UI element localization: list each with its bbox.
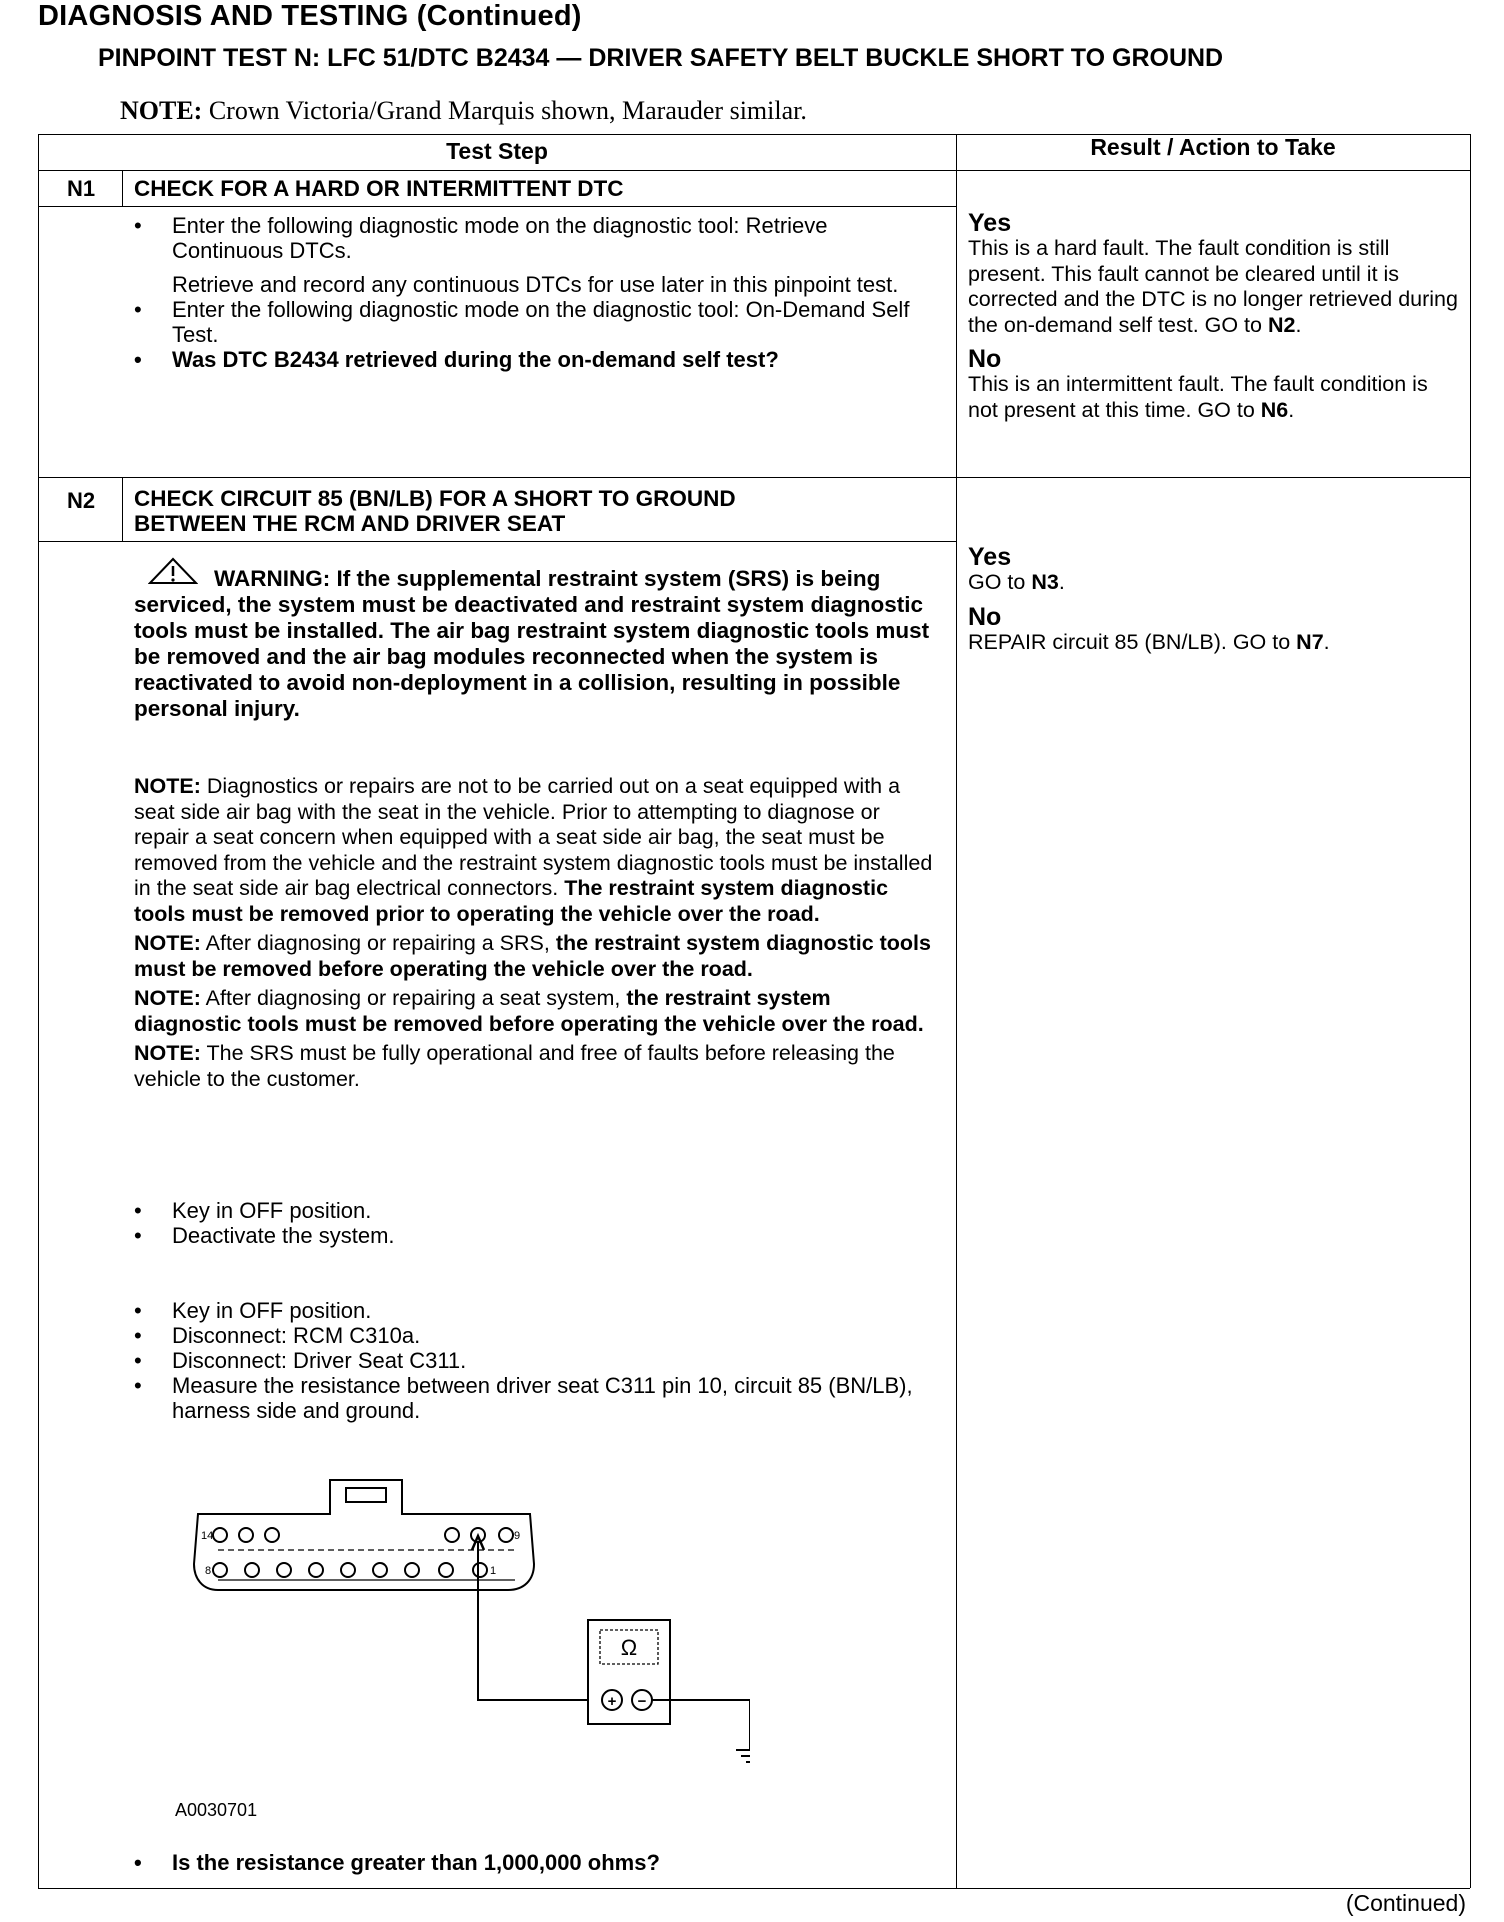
figure-id: A0030701	[175, 1800, 258, 1820]
n1-yes-label: Yes	[968, 209, 1012, 237]
note-text: The SRS must be fully operational and free of faults before releasing the vehicle to the customer.	[134, 1041, 895, 1091]
n2-yes-desc: GO to	[968, 570, 1032, 594]
n2-question: Is the resistance greater than 1,000,000 ohms?	[172, 1850, 660, 1875]
n2-note-3	[134, 986, 934, 1037]
connector-pin	[265, 1528, 279, 1542]
note-label: NOTE:	[134, 986, 201, 1010]
n1-no-desc: This is an intermittent fault. The fault condition is not present at this time. GO to	[968, 372, 1428, 422]
connector-pin	[439, 1563, 453, 1577]
connector-pin	[213, 1528, 227, 1542]
n1-yes-text: This is a hard fault. The fault condition is still present. This fault cannot be cleared until it is corrected and the DTC is no longer retrieved during the on-demand self test. GO to N2.	[968, 236, 1458, 337]
n2-notes	[134, 774, 934, 1092]
n2-yes-goto: N3	[1031, 570, 1059, 594]
minus-symbol: −	[637, 1693, 647, 1710]
n2-results	[968, 544, 1462, 655]
n2-steps-a	[134, 1198, 924, 1248]
table-right-border	[1470, 134, 1471, 1888]
n2-bullet-d: Disconnect: RCM C310a.	[172, 1323, 421, 1348]
note-text: Diagnostics or repairs are not to be carried out on a seat equipped with a seat side air bag with the seat in the vehicle. Prior to attempting to diagnose or repair a seat concern when equipped with a seat side air bag, the seat must be removed from the vehicle and the restraint system diagnostic tools must be installed in the seat side air bag electrical connectors.	[134, 774, 933, 900]
n2-bullet-c: Key in OFF position.	[172, 1298, 372, 1323]
list-item: • Disconnect: RCM C310a.	[134, 1323, 421, 1348]
step-id-n1: N1	[66, 176, 96, 201]
vehicle-note-label: NOTE:	[120, 96, 203, 125]
connector-pin	[213, 1563, 227, 1577]
n1-question: Was DTC B2434 retrieved during the on-demand self test?	[172, 347, 779, 372]
n2-bullet-e: Disconnect: Driver Seat C311.	[172, 1348, 467, 1373]
note-label: NOTE:	[134, 1041, 201, 1065]
n2-bullet-b: Deactivate the system.	[172, 1223, 395, 1248]
list-item: • Enter the following diagnostic mode on the diagnostic tool: On-Demand Self Test.	[134, 297, 910, 347]
connector-pin	[277, 1563, 291, 1577]
note-bold-text: The restraint system diagnostic tools must be removed prior to operating the vehicle over the road.	[134, 876, 889, 926]
step-title-n2: CHECK CIRCUIT 85 (BN/LB) FOR A SHORT TO GROUND BETWEEN THE RCM AND DRIVER SEAT	[134, 486, 736, 536]
connector-pin	[239, 1528, 253, 1542]
list-item: • Was DTC B2434 retrieved during the on-demand self test?	[134, 347, 779, 372]
vehicle-note	[120, 96, 807, 126]
connector-pin	[445, 1528, 459, 1542]
pin-label: 14	[201, 1530, 214, 1542]
pin-label: 8	[205, 1565, 212, 1577]
n2-bullet-a: Key in OFF position.	[172, 1198, 372, 1223]
n1-bullet-2: Enter the following diagnostic mode on the diagnostic tool: On-Demand Self Test.	[172, 297, 910, 347]
n1-no-text: This is an intermittent fault. The fault condition is not present at this time. GO to N6.	[968, 372, 1428, 422]
n2-no-label: No	[968, 602, 1002, 631]
n2-yes-text: GO to N3.	[968, 570, 1065, 594]
col-header-result: Result / Action to Take	[1090, 134, 1336, 160]
note-bold-text: the restraint system diagnostic tools must be removed before operating the vehicle over the road.	[134, 931, 931, 981]
list-item: • Key in OFF position.	[134, 1298, 372, 1323]
connector-pin	[499, 1528, 513, 1542]
n2-steps-b	[134, 1298, 924, 1423]
n1-no-goto: N6	[1260, 397, 1289, 422]
n2-question-wrap	[134, 1850, 924, 1875]
connector-pin	[405, 1563, 419, 1577]
ohm-symbol: Ω	[620, 1635, 638, 1660]
col-header-test-step: Test Step	[446, 138, 548, 164]
n2-note-2	[134, 931, 934, 982]
note-text: After diagnosing or repairing a seat system,	[200, 986, 627, 1010]
n2-warning: WARNING: If the supplemental restraint system (SRS) is being serviced, the system must be deactivated and restraint system diagnostic tools must be installed. The air bag restraint system diagnostic tools must be removed and the air bag modules reconnected when the system is reactivated to avoid non-deployment in a collision, resulting in possible personal injury.	[134, 566, 930, 721]
step-id-n2: N2	[66, 488, 96, 513]
n2-note-4	[134, 1041, 934, 1092]
note-label: NOTE:	[134, 931, 201, 955]
table-bottom-border	[38, 1888, 1470, 1889]
note-text: After diagnosing or repairing a SRS,	[200, 931, 556, 955]
vehicle-note-text: Crown Victoria/Grand Marquis shown, Marauder similar.	[202, 96, 807, 125]
n1-title-border	[38, 206, 956, 207]
pin-label: 1	[490, 1565, 497, 1577]
connector-pin	[373, 1563, 387, 1577]
pin-label: 9	[514, 1530, 521, 1542]
n1-bullet-1: Enter the following diagnostic mode on the diagnostic tool: Retrieve Continuous DTCs.	[172, 213, 828, 263]
list-item: • Disconnect: Driver Seat C311.	[134, 1348, 467, 1373]
n1-para-1: Retrieve and record any continuous DTCs for use later in this pinpoint test.	[172, 272, 899, 297]
connector-pin	[473, 1563, 487, 1577]
note-bold-text: the restraint system diagnostic tools must be removed before operating the vehicle over the road.	[134, 986, 924, 1036]
ground-symbol-icon	[736, 1750, 750, 1762]
list-item: • Enter the following diagnostic mode on the diagnostic tool: Retrieve Continuous DTCs.	[134, 213, 828, 263]
n2-id-divider	[122, 477, 123, 541]
step-title-n1: CHECK FOR A HARD OR INTERMITTENT DTC	[134, 176, 624, 201]
n2-note-1	[134, 774, 934, 927]
n2-no-goto: N7	[1296, 629, 1324, 654]
note-label: NOTE:	[134, 774, 201, 798]
page-title: DIAGNOSIS AND TESTING (Continued)	[38, 0, 582, 32]
header-row-border	[38, 170, 1470, 171]
list-item: • Measure the resistance between driver seat C311 pin 10, circuit 85 (BN/LB), harness side and ground.	[134, 1373, 913, 1423]
connector-latch	[346, 1488, 386, 1502]
list-item: • Key in OFF position.	[134, 1198, 372, 1223]
list-item: • Deactivate the system.	[134, 1223, 395, 1248]
table-left-border	[38, 134, 39, 1888]
n1-yes-goto: N2	[1267, 312, 1296, 337]
n2-title-border	[38, 541, 956, 542]
n2-no-desc: REPAIR circuit 85 (BN/LB). GO to	[968, 629, 1297, 654]
n2-bullet-f: Measure the resistance between driver seat C311 pin 10, circuit 85 (BN/LB), harness side and ground.	[172, 1373, 913, 1423]
plus-symbol: +	[607, 1693, 617, 1710]
pinpoint-test-title: PINPOINT TEST N: LFC 51/DTC B2434 — DRIVER SAFETY BELT BUCKLE SHORT TO GROUND	[98, 44, 1224, 72]
column-divider	[956, 134, 957, 1888]
connector-pin	[309, 1563, 323, 1577]
n1-instructions	[134, 213, 924, 372]
n1-results	[968, 210, 1462, 423]
n2-yes-label: Yes	[968, 543, 1012, 571]
continued-label: (Continued)	[1345, 1890, 1466, 1916]
connector-pin	[341, 1563, 355, 1577]
n1-no-label: No	[968, 345, 1002, 373]
connector-pin	[245, 1563, 259, 1577]
n2-no-text: REPAIR circuit 85 (BN/LB). GO to N7.	[968, 629, 1330, 654]
connector-meter-diagram	[190, 1470, 750, 1800]
n1-id-divider	[122, 170, 123, 206]
n1-yes-desc: This is a hard fault. The fault condition is still present. This fault cannot be cleared until it is corrected and the DTC is no longer retrieved during the on-demand self test. GO to	[968, 236, 1458, 337]
list-item: • Is the resistance greater than 1,000,000 ohms?	[134, 1850, 660, 1875]
n1-n2-border	[38, 477, 1470, 478]
